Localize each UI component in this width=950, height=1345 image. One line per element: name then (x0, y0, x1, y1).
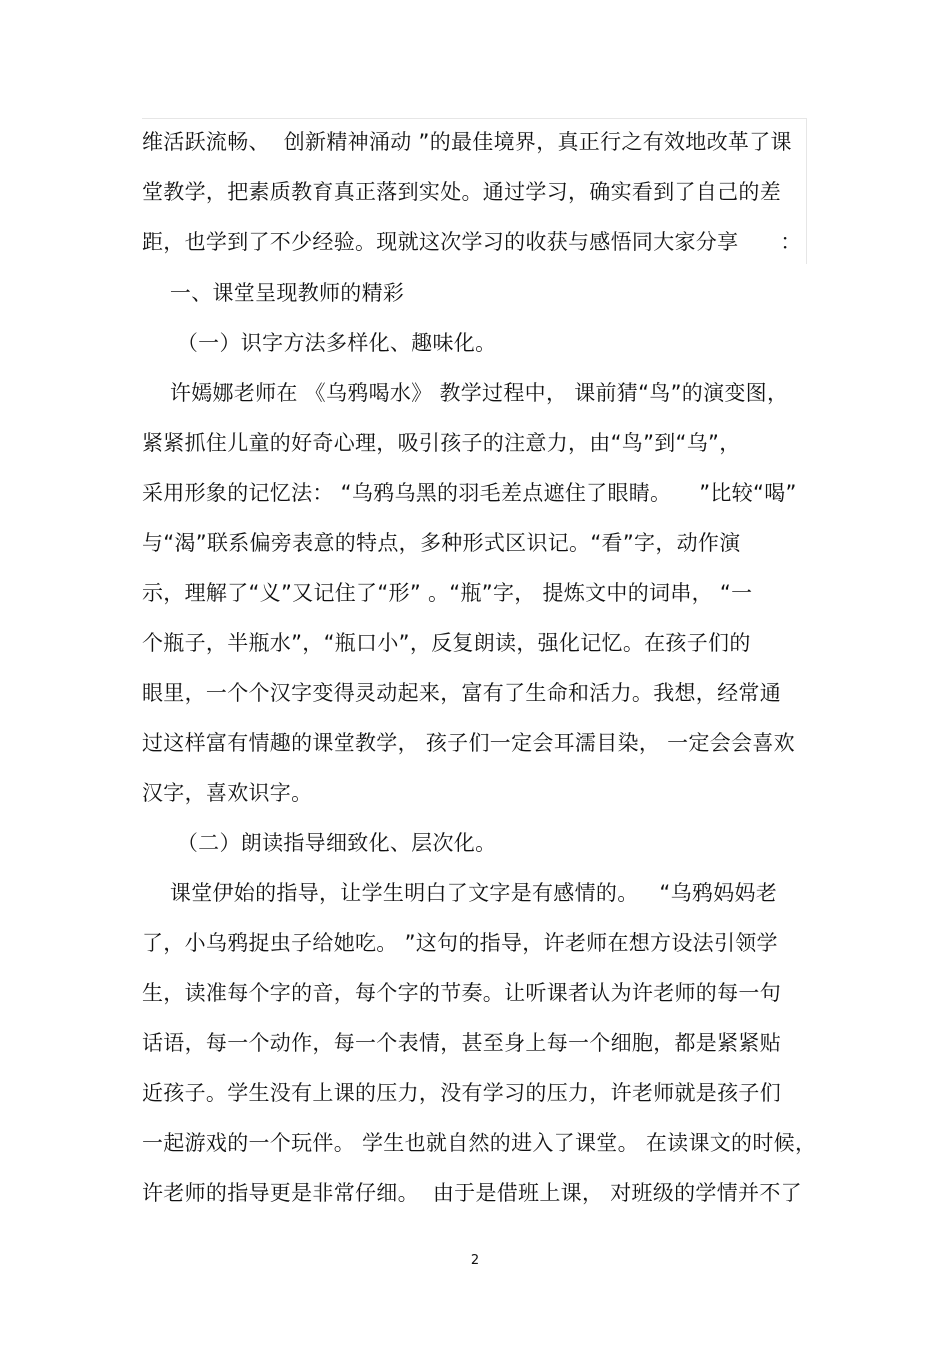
text-line-22: 许老师的指导更是非常仔细。 由于是借班上课， 对班级的学情并不了 (142, 1181, 802, 1205)
text-line-9: 与“渴”联系偏旁表意的特点，多种形式区识记。“看”字，动作演 (142, 531, 741, 555)
section-heading: 一、课堂呈现教师的精彩 (142, 281, 405, 305)
subheading-2: （二）朗读指导细致化、层次化。 (142, 831, 497, 855)
page-number: 2 (470, 1253, 480, 1268)
text-line-18: 生，读准每个字的音，每个字的节奏。让听课者认为许老师的每一句 (142, 981, 781, 1005)
text-line-3: 距，也学到了不少经验。现就这次学习的收获与感悟同大家分享 ： (142, 230, 802, 254)
text-line-16: 课堂伊始的指导，让学生明白了文字是有感情的。 “乌鸦妈妈老 (142, 881, 778, 905)
text-line-7: 紧紧抓住儿童的好奇心理，吸引孩子的注意力，由“鸟”到“乌”， (142, 431, 741, 455)
subheading-1: （一）识字方法多样化、趣味化。 (142, 331, 497, 355)
text-line-14: 汉字，喜欢识字。 (142, 781, 313, 805)
text-line-21: 一起游戏的一个玩伴。 学生也就自然的进入了课堂。 在读课文的时候， (142, 1131, 817, 1155)
text-line-12: 眼里，一个个汉字变得灵动起来，富有了生命和活力。我想，经常通 (142, 681, 781, 705)
text-line-8: 采用形象的记忆法： “乌鸦乌黑的羽毛差点遮住了眼睛。 ”比较“喝” (142, 481, 797, 505)
text-line-1: 维活跃流畅、 创新精神涌动 ”的最佳境界，真正行之有效地改革了课 (142, 130, 792, 154)
text-line-17: 了，小乌鸦捉虫子给她吃。 ”这句的指导，许老师在想方设法引领学 (142, 931, 778, 955)
text-line-6: 许嫣娜老师在 《乌鸦喝水》 教学过程中， 课前猜“鸟”的演变图， (142, 381, 789, 405)
text-line-2: 堂教学，把素质教育真正落到实处。通过学习，确实看到了自己的差 (142, 180, 781, 204)
text-line-20: 近孩子。学生没有上课的压力，没有学习的压力，许老师就是孩子们 (142, 1081, 781, 1105)
text-line-19: 话语，每一个动作，每一个表情，甚至身上每一个细胞，都是紧紧贴 (142, 1031, 781, 1055)
text-line-11: 个瓶子，半瓶水”，“瓶口小”，反复朗读，强化记忆。在孩子们的 (142, 631, 751, 655)
text-line-13: 过这样富有情趣的课堂教学， 孩子们一定会耳濡目染， 一定会会喜欢 (142, 731, 795, 755)
text-line-10: 示，理解了“义”又记住了“形” 。“瓶”字， 提炼文中的词串， “一 (142, 581, 753, 605)
